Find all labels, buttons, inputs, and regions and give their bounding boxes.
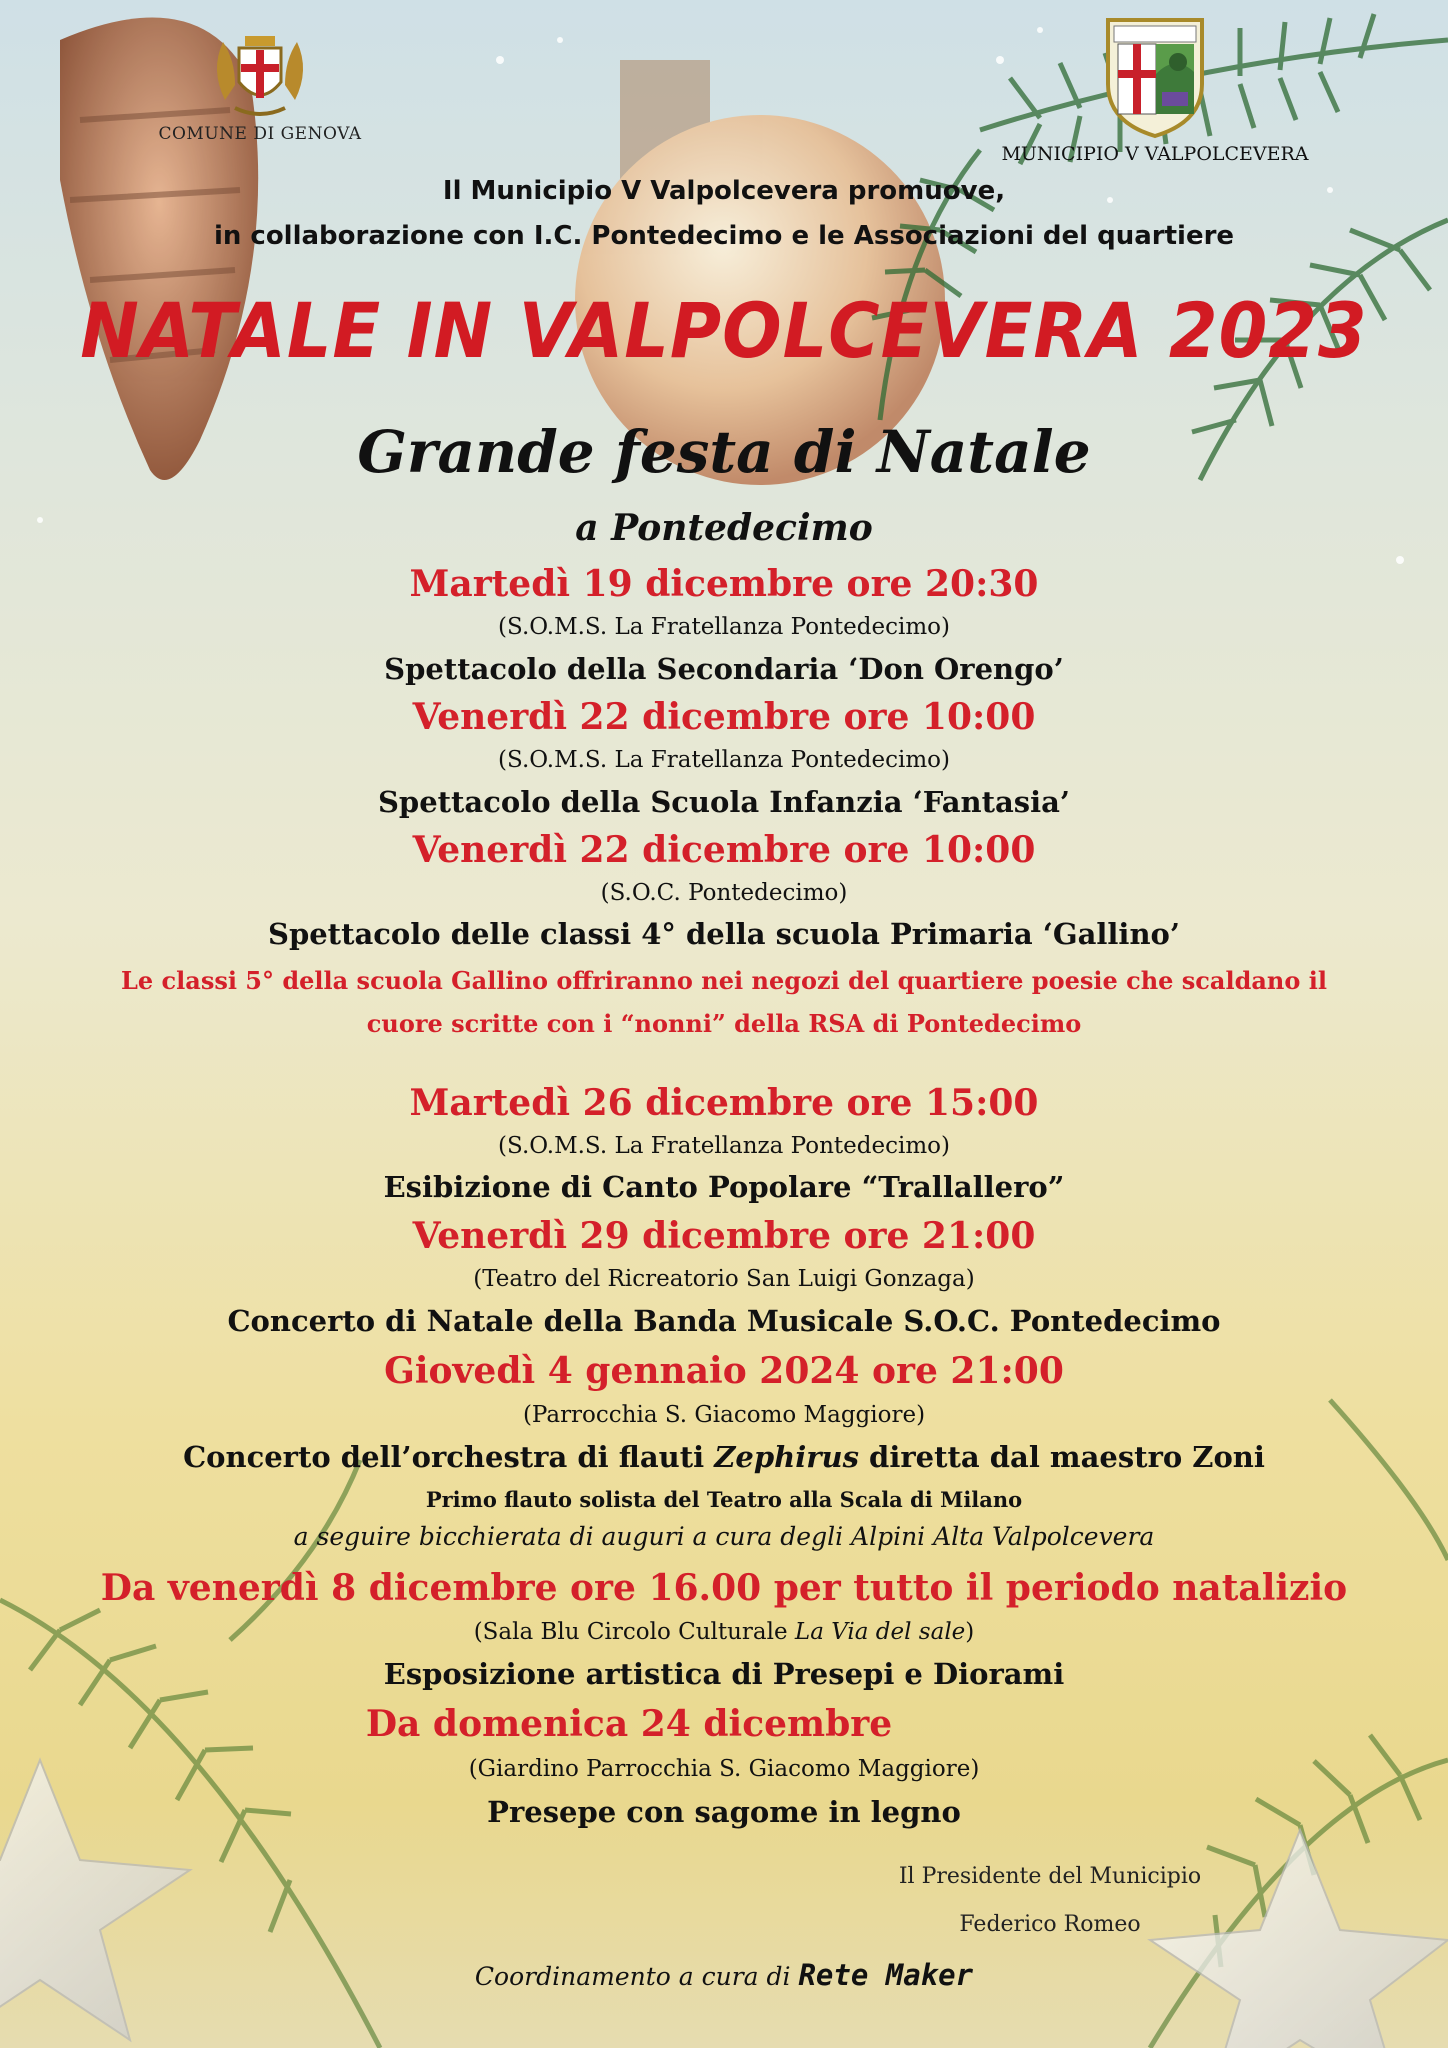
event-description: Spettacolo della Secondaria ‘Don Orengo’ xyxy=(384,652,1064,686)
event-description-part: diretta dal maestro Zoni xyxy=(869,1440,1265,1474)
credit-line xyxy=(0,1958,1448,1992)
intro-line-2: in collaborazione con I.C. Pontedecimo e le Associazioni del quartiere xyxy=(213,221,1235,251)
event-venue: (S.O.C. Pontedecimo) xyxy=(600,880,848,906)
event-venue: (S.O.M.S. La Fratellanza Pontedecimo) xyxy=(498,614,950,640)
event-followup: a seguire bicchierata di auguri a cura degli Alpini Alta Valpolcevera xyxy=(293,1522,1155,1551)
event-description-part: Concerto dell’orchestra di flauti xyxy=(183,1440,705,1474)
star-ornament-right xyxy=(1150,1830,1448,2048)
comune-di-genova-logo xyxy=(140,30,380,144)
municipio-v-logo xyxy=(975,14,1335,165)
signature-role: Il Presidente del Municipio xyxy=(898,1864,1202,1889)
event-venue-part: ) xyxy=(965,1619,975,1645)
event-date: Venerdì 22 dicembre ore 10:00 xyxy=(412,829,1036,871)
credit-prefix: Coordinamento a cura di xyxy=(474,1962,791,1991)
event-description: Spettacolo della Scuola Infanzia ‘Fantasia’ xyxy=(377,785,1071,819)
event-description: Esibizione di Canto Popolare “Trallallero” xyxy=(383,1170,1065,1204)
municipio-shield-icon xyxy=(1100,14,1210,139)
event-date: Venerdì 22 dicembre ore 10:00 xyxy=(412,696,1036,738)
event-description: Concerto di Natale della Banda Musicale S.O.C. Pontedecimo xyxy=(227,1304,1221,1338)
event-date: Venerdì 29 dicembre ore 21:00 xyxy=(412,1215,1036,1257)
page-title: NATALE IN VALPOLCEVERA 2023 xyxy=(80,286,1368,376)
event-date: Martedì 26 dicembre ore 15:00 xyxy=(409,1082,1039,1124)
right-logo-caption: MUNICIPIO V VALPOLCEVERA xyxy=(1001,143,1309,165)
event-date: Martedì 19 dicembre ore 20:30 xyxy=(409,563,1039,605)
event-note-line-1: Le classi 5° della scuola Gallino offriranno nei negozi del quartiere poesie che scaldano il xyxy=(121,966,1327,995)
event-date: Da domenica 24 dicembre xyxy=(365,1703,893,1745)
subtitle-location: a Pontedecimo xyxy=(575,507,873,549)
orchestra-name: Zephirus xyxy=(714,1440,859,1474)
venue-name: La Via del sale xyxy=(794,1619,966,1645)
intro-line-1: Il Municipio V Valpolcevera promuove, xyxy=(442,176,1006,206)
event-venue: (S.O.M.S. La Fratellanza Pontedecimo) xyxy=(498,1133,950,1159)
event-description xyxy=(0,1440,1448,1474)
event-detail: Primo flauto solista del Teatro alla Scala di Milano xyxy=(425,1487,1023,1512)
event-description: Spettacolo delle classi 4° della scuola Primaria ‘Gallino’ xyxy=(268,917,1180,951)
event-venue: (S.O.M.S. La Fratellanza Pontedecimo) xyxy=(498,747,950,773)
signature-name: Federico Romeo xyxy=(959,1912,1141,1937)
left-logo-caption: COMUNE DI GENOVA xyxy=(158,124,362,144)
credit-name: Rete Maker xyxy=(798,1958,974,1992)
event-venue: (Teatro del Ricreatorio San Luigi Gonzaga) xyxy=(473,1266,975,1292)
event-venue: (Giardino Parrocchia S. Giacomo Maggiore) xyxy=(468,1756,980,1782)
subtitle: Grande festa di Natale xyxy=(357,418,1091,486)
event-venue: (Parrocchia S. Giacomo Maggiore) xyxy=(522,1402,926,1428)
event-date: Da venerdì 8 dicembre ore 16.00 per tutto il periodo natalizio xyxy=(100,1567,1348,1609)
event-description: Presepe con sagome in legno xyxy=(487,1795,961,1829)
genova-coat-of-arms-icon xyxy=(205,30,315,120)
event-note-line-2: cuore scritte con i “nonni” della RSA di Pontedecimo xyxy=(366,1009,1082,1038)
event-date: Giovedì 4 gennaio 2024 ore 21:00 xyxy=(384,1350,1064,1392)
event-venue xyxy=(0,1619,1448,1645)
event-venue-part: (Sala Blu Circolo Culturale xyxy=(473,1619,788,1645)
event-description: Esposizione artistica di Presepi e Diorami xyxy=(383,1657,1065,1691)
